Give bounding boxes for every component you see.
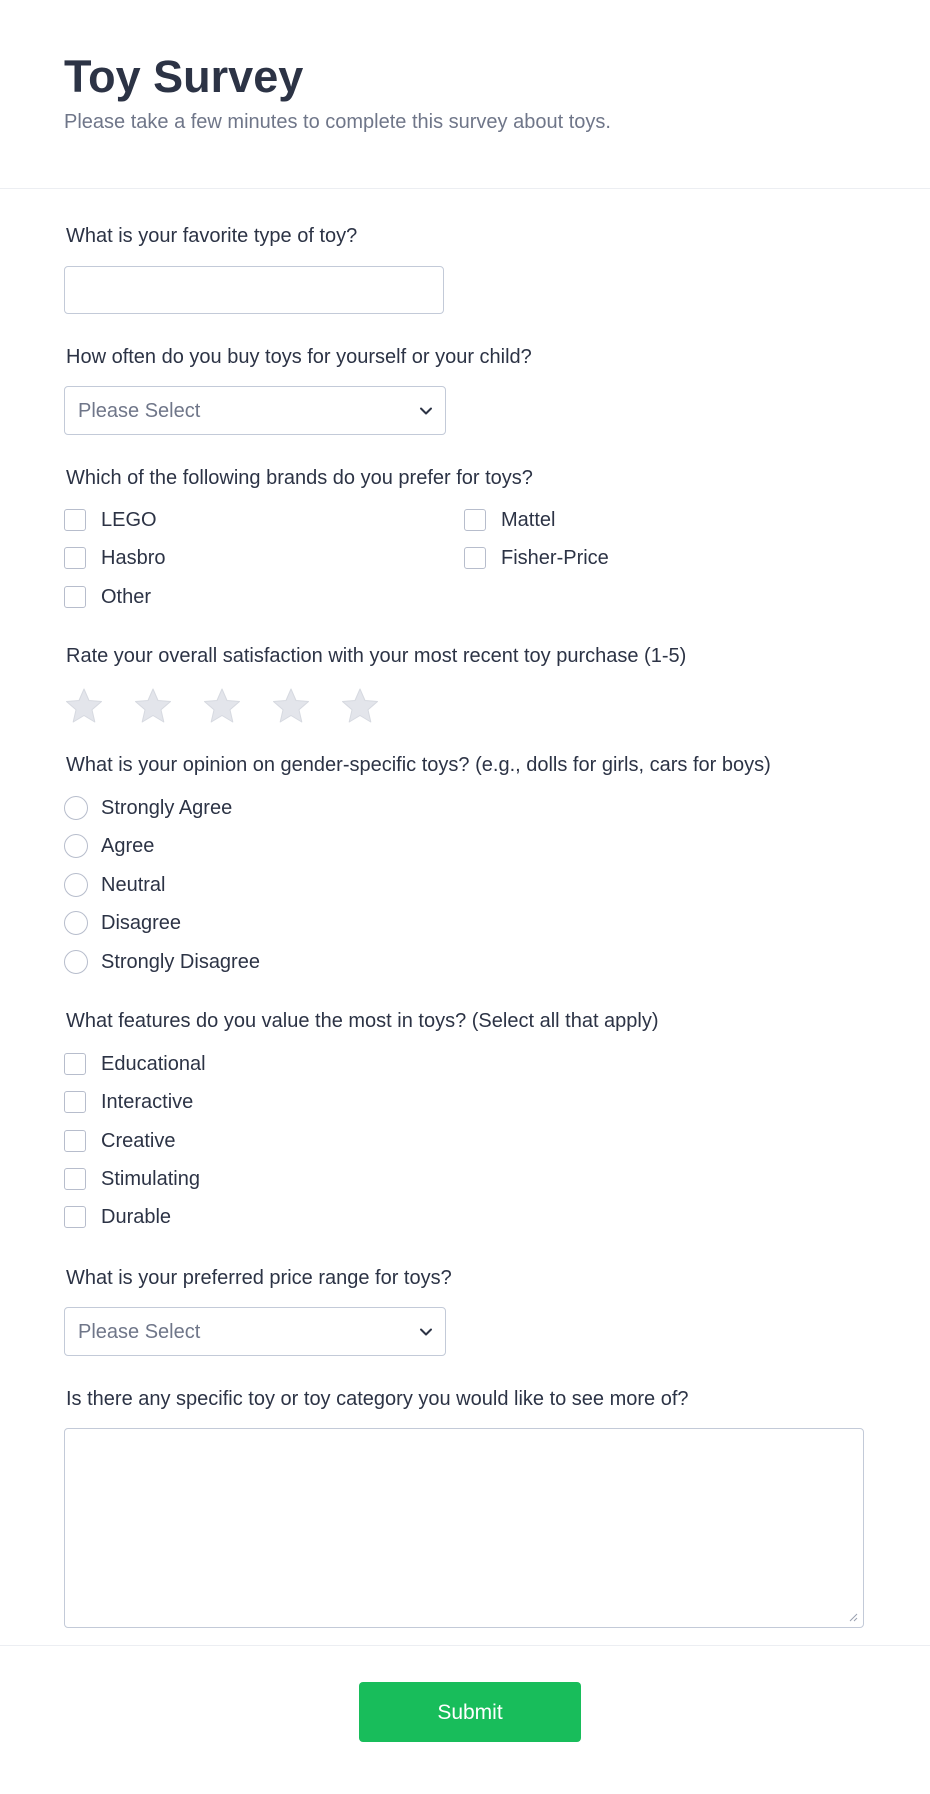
buy-frequency-select[interactable] (64, 386, 446, 435)
option-label: Fisher-Price (501, 547, 609, 569)
checkbox[interactable] (464, 509, 486, 531)
option-label: Strongly Disagree (101, 951, 260, 973)
chevron-down-icon (419, 1325, 433, 1339)
star-icon[interactable] (271, 686, 311, 726)
more-toys-label: Is there any specific toy or toy category you would like to see more of? (66, 1388, 689, 1410)
option-label: Interactive (101, 1091, 194, 1113)
buy-frequency-label: How often do you buy toys for yourself or your child? (66, 346, 532, 368)
option-label: Neutral (101, 874, 166, 896)
checkbox[interactable] (64, 509, 86, 531)
checkbox[interactable] (64, 586, 86, 608)
more-toys-textarea[interactable] (64, 1428, 864, 1628)
checkbox[interactable] (64, 1053, 86, 1075)
checkbox[interactable] (64, 1206, 86, 1228)
form-subtitle: Please take a few minutes to complete this survey about toys. (64, 111, 611, 133)
option-label: Strongly Agree (101, 797, 233, 819)
option-label: Durable (101, 1206, 172, 1228)
checkbox[interactable] (64, 1130, 86, 1152)
star-icon[interactable] (64, 686, 104, 726)
gender-toys-label: What is your opinion on gender-specific toys? (e.g., dolls for girls, cars for boys) (66, 754, 771, 776)
submit-button[interactable]: Submit (359, 1682, 581, 1742)
features-label: What features do you value the most in toys? (Select all that apply) (66, 1010, 659, 1032)
option-label: Other (101, 586, 152, 608)
radio-button[interactable] (64, 834, 88, 858)
star-icon[interactable] (202, 686, 242, 726)
checkbox[interactable] (64, 547, 86, 569)
star-icon[interactable] (340, 686, 380, 726)
radio-button[interactable] (64, 873, 88, 897)
option-label: Hasbro (101, 547, 166, 569)
radio-button[interactable] (64, 950, 88, 974)
option-label: Disagree (101, 912, 182, 934)
radio-button[interactable] (64, 911, 88, 935)
resize-grip-icon[interactable] (848, 1612, 858, 1622)
option-label: Agree (101, 835, 155, 857)
favorite-toy-label: What is your favorite type of toy? (66, 225, 358, 247)
chevron-down-icon (419, 404, 433, 418)
form-header (0, 0, 930, 189)
form-title: Toy Survey (64, 51, 304, 102)
option-label: Stimulating (101, 1168, 200, 1190)
price-range-selected: Please Select (78, 1321, 201, 1343)
brands-label: Which of the following brands do you prefer for toys? (66, 467, 533, 489)
star-icon[interactable] (133, 686, 173, 726)
checkbox[interactable] (64, 1091, 86, 1113)
checkbox[interactable] (64, 1168, 86, 1190)
radio-button[interactable] (64, 796, 88, 820)
price-range-label: What is your preferred price range for toys? (66, 1267, 452, 1289)
option-label: Educational (101, 1053, 206, 1075)
checkbox[interactable] (464, 547, 486, 569)
buy-frequency-selected: Please Select (78, 400, 201, 422)
favorite-toy-input[interactable] (64, 266, 444, 314)
price-range-select[interactable] (64, 1307, 446, 1356)
option-label: LEGO (101, 509, 157, 531)
option-label: Mattel (501, 509, 556, 531)
option-label: Creative (101, 1130, 176, 1152)
satisfaction-label: Rate your overall satisfaction with your most recent toy purchase (1-5) (66, 645, 687, 667)
